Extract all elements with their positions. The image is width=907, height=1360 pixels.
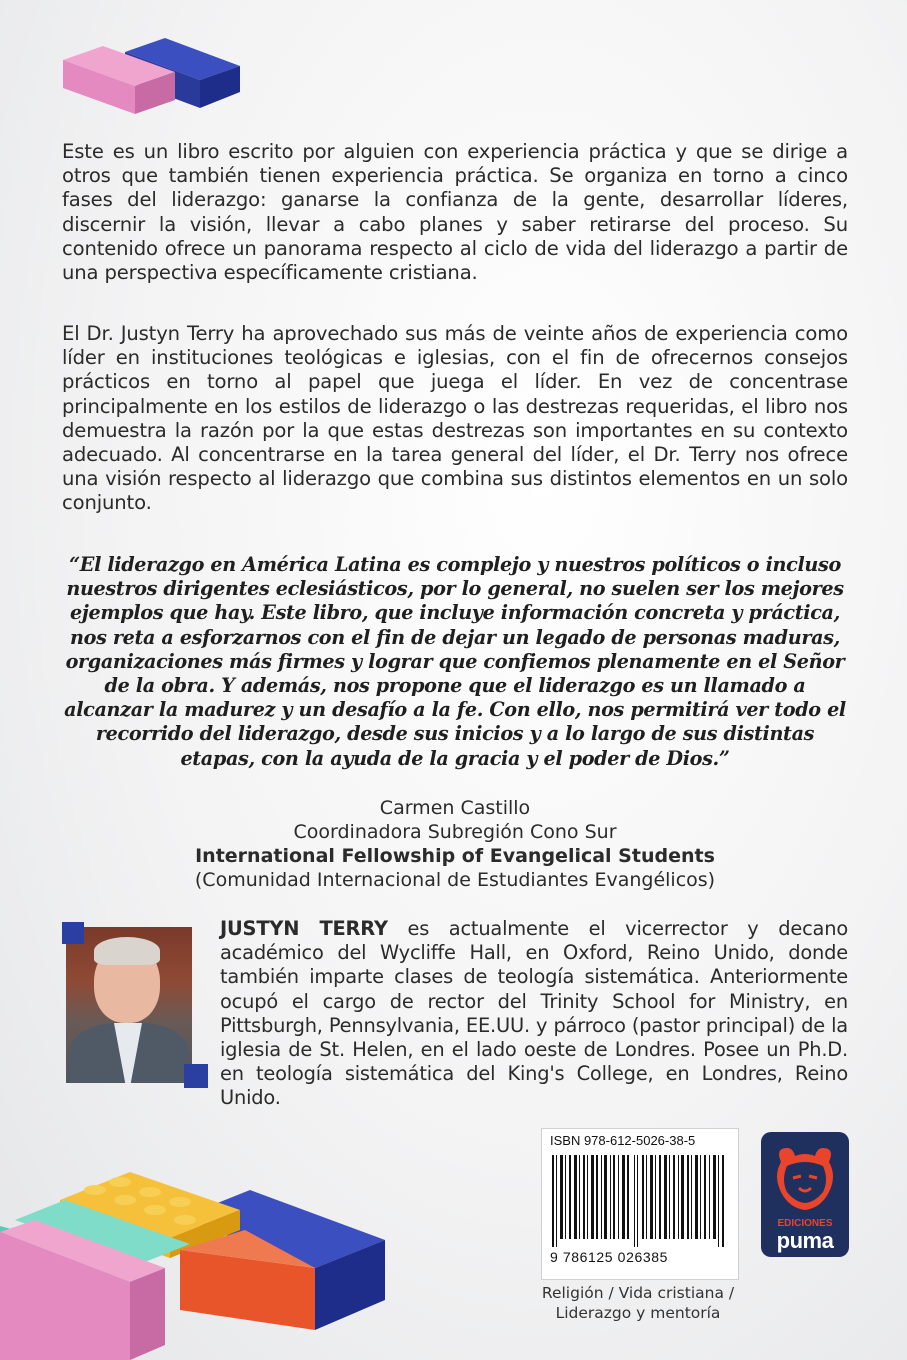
barcode-digits: 9 786125 026385 (550, 1249, 668, 1265)
photo-accent-square-bottom (184, 1064, 208, 1088)
author-photo (66, 927, 192, 1083)
endorser-organization-translation: (Comunidad Internacional de Estudiantes Evangélicos) (194, 869, 716, 891)
bottom-bricks-illustration (0, 1160, 390, 1360)
top-bricks-illustration (55, 30, 255, 122)
subject-line-1: Religión / Vida cristiana / (541, 1284, 735, 1302)
publisher-logo-top-text: EDICIONES (777, 1218, 833, 1229)
puma-head-icon (771, 1142, 839, 1216)
endorser-name: Carmen Castillo (379, 797, 531, 819)
description-paragraph-2: El Dr. Justyn Terry ha aprovechado sus más de veinte años de experiencia como líder en instituciones teológicas e iglesias, con el fin de ofrecernos consejos prácticos en torno al papel que juega el líder. En vez de concentrase principalmente en los estilos de liderazgo o las destrezas requeridas, el libro nos demuestra la razón por la que estas destrezas son importantes en su contexto adecuado. Al concentrarse en la tarea general del líder, el Dr. Terry nos ofrece una visión respecto al liderazgo que combina sus distintos elementos en un solo conjunto. (62, 322, 848, 515)
publisher-logo-brand: puma (776, 1228, 834, 1253)
photo-accent-square-top (62, 922, 84, 944)
endorsement-quote: “El liderazgo en América Latina es complejo y nuestros políticos o incluso nuestros dirigentes eclesiásticos, por lo general, no suelen ser los mejores ejemplos que hay. Este libro, que incluye información concreta y práctica, nos reta a esforzarnos con el fin de dejar un legado de personas maduras, organizaciones más firmes y lograr que confiemos plenamente en el Señor de la obra. Y además, nos propone que el liderazgo es un llamado a alcanzar la madurez y un desafío a la fe. Con ello, nos permitirá ver todo el recorrido del liderazgo, desde sus inicios y a lo largo de sus distintas etapas, con la ayuda de la gracia y el poder de Dios.” (64, 553, 846, 770)
isbn-label: ISBN 978-612-5026-38-5 (550, 1133, 696, 1148)
endorsement-attribution (62, 796, 848, 892)
barcode-bars (550, 1155, 730, 1247)
author-bio (220, 917, 848, 1111)
subject-line-2: Liderazgo y mentoría (555, 1304, 721, 1322)
author-bio-text: es actualmente el vicerrector y decano académico del Wycliffe Hall, en Oxford, Reino Unido, donde también imparte clases de teología sistemática. Anteriormente ocupó el cargo de rector del Trinity School for Ministry, en Pittsburgh, Pennsylvania, EE.UU. y párroco (pastor principal) de la iglesia de St. Helen, en el lado oeste de Londres. Posee un Ph.D. en teología sistemática del King's College, en Londres, Reino Unido. (220, 917, 848, 1110)
endorser-role: Coordinadora Subregión Cono Sur (293, 821, 617, 843)
endorser-organization: International Fellowship of Evangelical Students (195, 845, 715, 867)
author-name: JUSTYN TERRY (220, 917, 388, 940)
subject-category (520, 1283, 756, 1323)
description-paragraph-1: Este es un libro escrito por alguien con experiencia práctica y que se dirige a otros que también tienen experiencia práctica. Se organiza en torno a cinco fases del liderazgo: ganarse la confianza de la gente, desarrollar líderes, discernir la visión, llevar a cabo planes y saber retirarse del proceso. Su contenido ofrece un panorama respecto al ciclo de vida del liderazgo a partir de una perspectiva específicamente cristiana. (62, 140, 848, 285)
publisher-logo (761, 1132, 849, 1257)
isbn-barcode (541, 1128, 739, 1280)
